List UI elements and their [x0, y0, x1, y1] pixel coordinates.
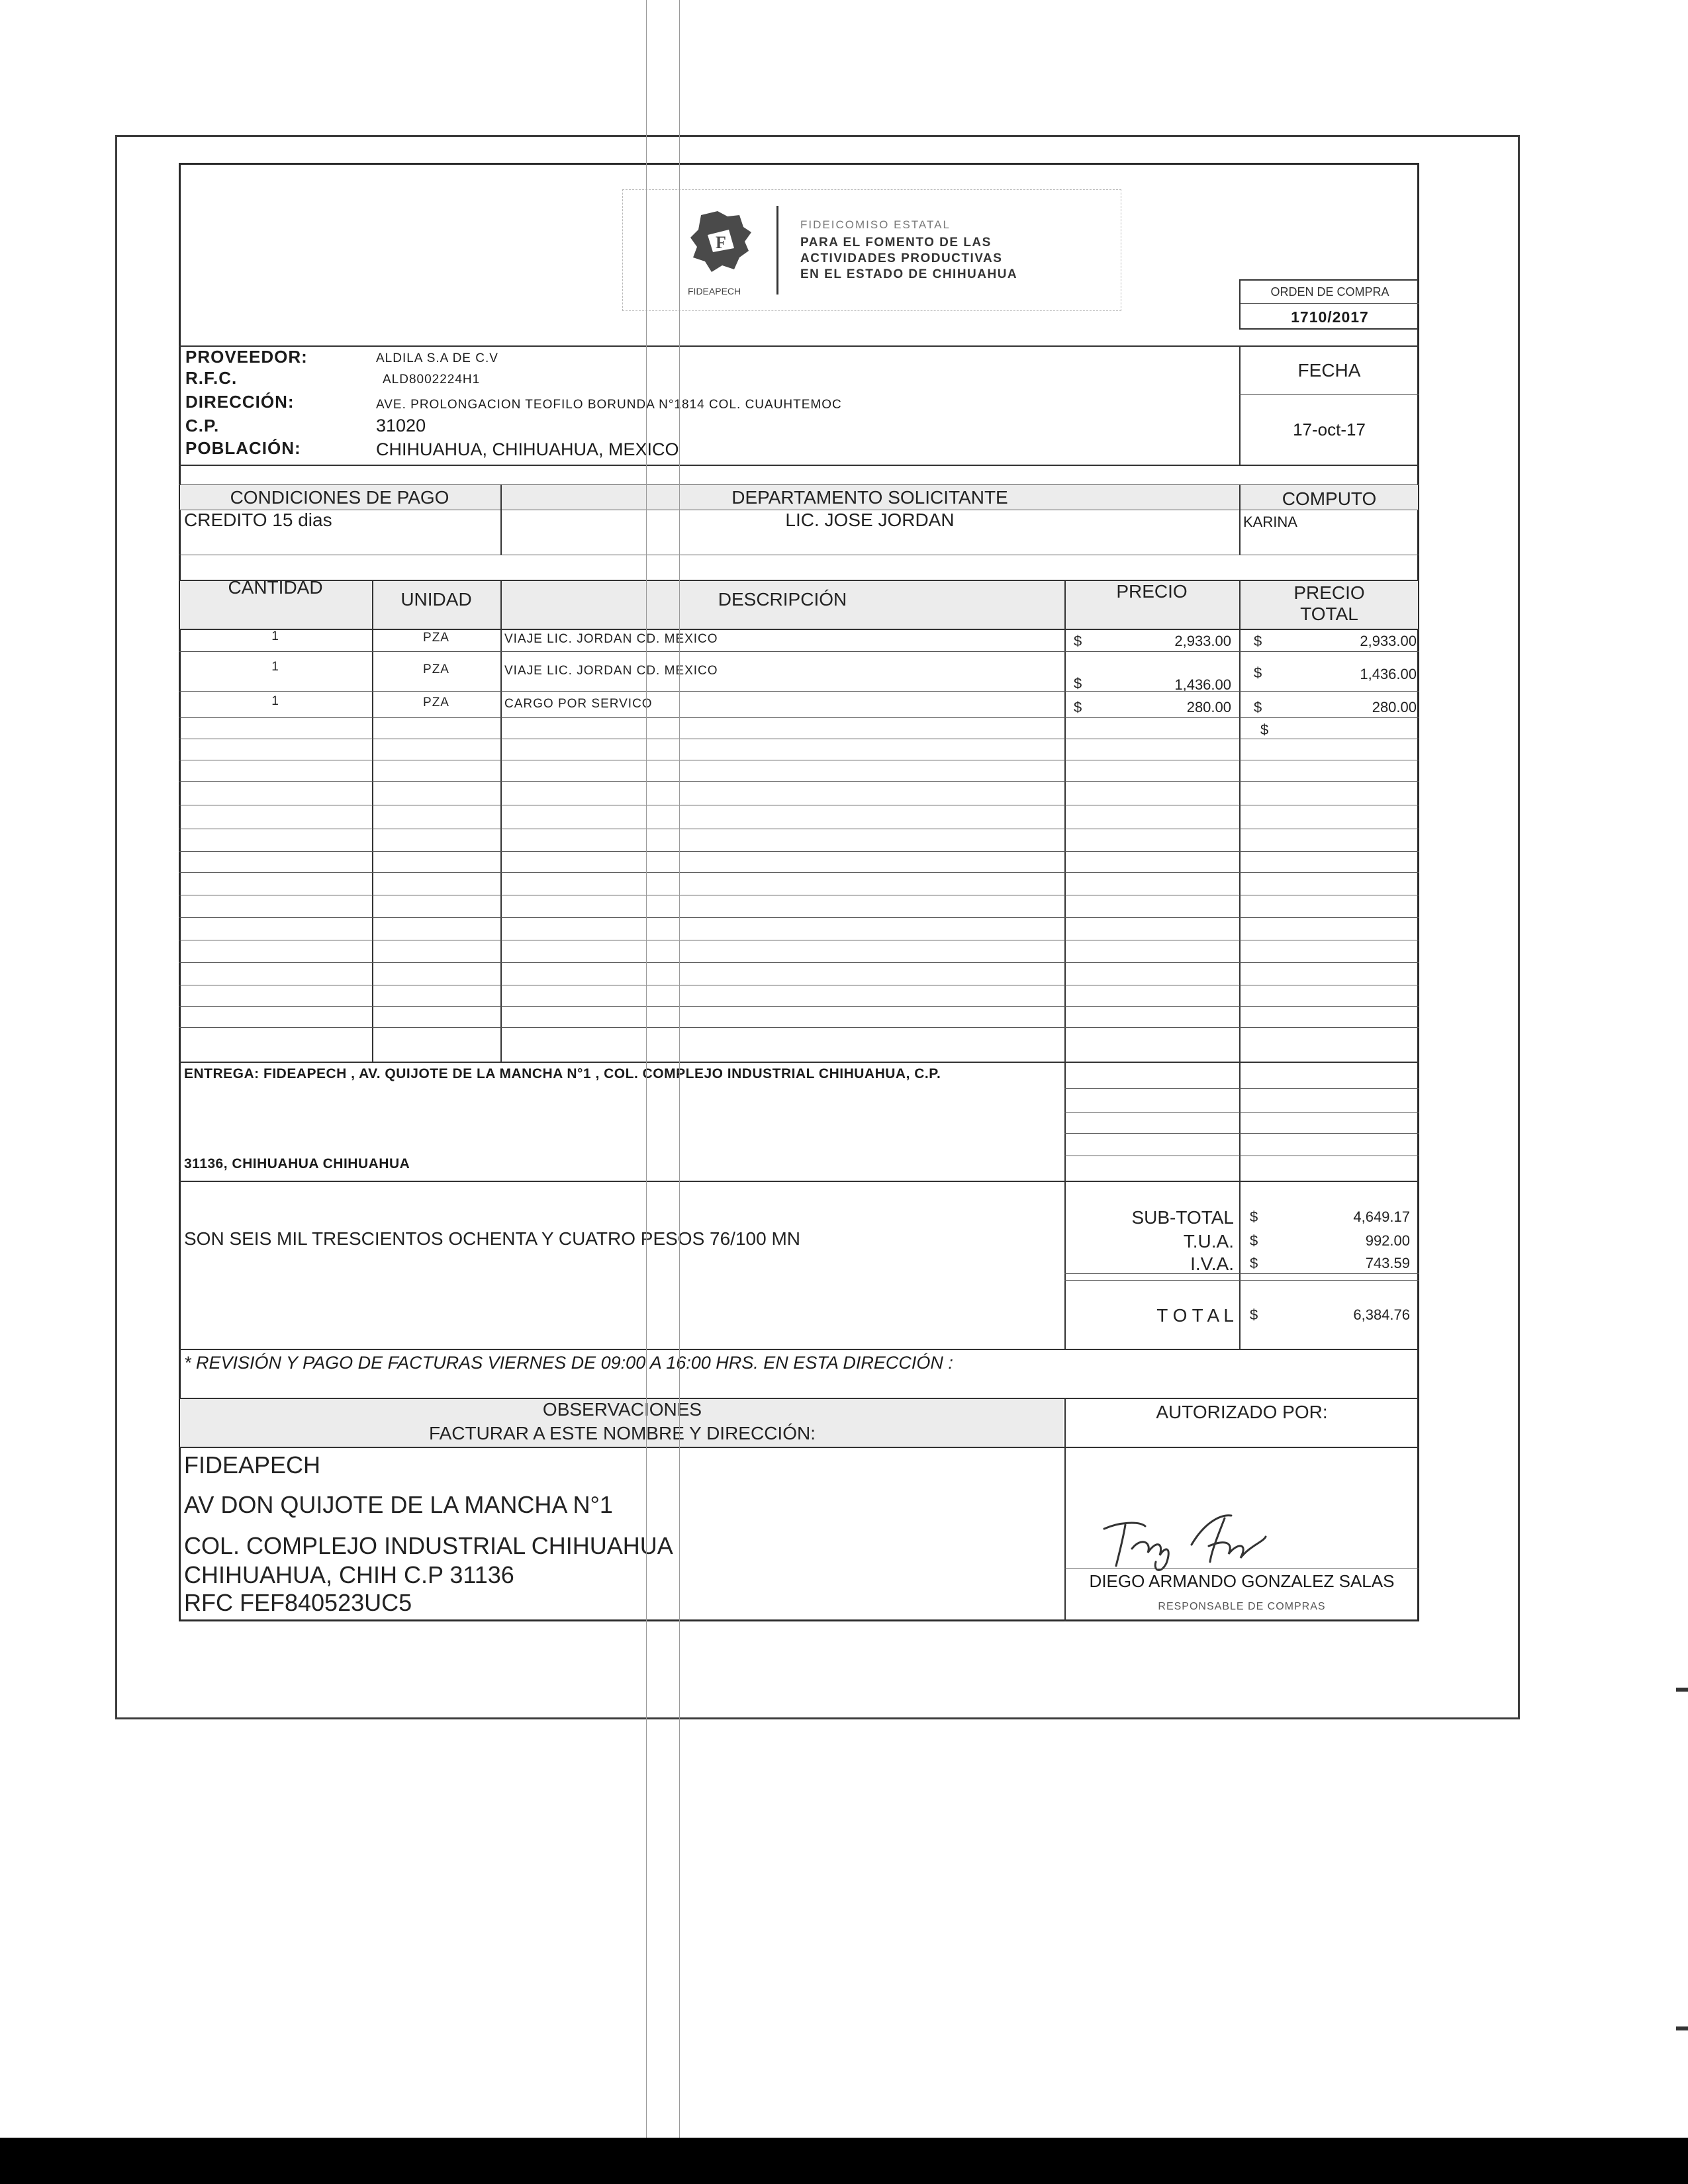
pago-label: CONDICIONES DE PAGO	[230, 487, 449, 508]
table-row-1-precio-currency: $	[1074, 633, 1082, 649]
payment-notice: * REVISIÓN Y PAGO DE FACTURAS VIERNES DE 09:00 A 16:00 HRS. EN ESTA DIRECCIÓN :	[184, 1353, 953, 1373]
cp-value: 31020	[376, 416, 426, 435]
fecha-value: 17-oct-17	[1293, 420, 1366, 439]
rfc-value: ALD8002224H1	[383, 373, 481, 387]
computo-value: KARINA	[1243, 514, 1297, 530]
table-row-3-total-currency: $	[1254, 699, 1262, 715]
table-row-2-total: 1,436.00	[1360, 666, 1417, 682]
col-precio-total-1: PRECIO	[1293, 582, 1365, 603]
amount-in-words: SON SEIS MIL TRESCIENTOS OCHENTA Y CUATRO PESOS 76/100 MN	[184, 1228, 800, 1249]
logo-caption: FIDEAPECH	[688, 286, 741, 296]
cp-label: C.P.	[185, 416, 220, 435]
svg-text:F: F	[716, 233, 726, 252]
table-row-3-total: 280.00	[1372, 699, 1417, 715]
iva-value: 743.59	[1365, 1255, 1410, 1271]
table-row-3-precio: 280.00	[1186, 699, 1231, 715]
depto-label: DEPARTAMENTO SOLICITANTE	[731, 487, 1008, 508]
table-row-1-cantidad: 1	[271, 629, 279, 643]
table-row-3-unidad: PZA	[423, 696, 449, 709]
col-div-1	[372, 580, 373, 1062]
org-title-line4: EN EL ESTADO DE CHIHUAHUA	[800, 267, 1018, 281]
authorizer-role: RESPONSABLE DE COMPRAS	[1158, 1601, 1326, 1612]
poblacion-value: CHIHUAHUA, CHIHUAHUA, MEXICO	[376, 439, 679, 459]
fideapech-logo-icon	[688, 208, 754, 275]
table-row-1-unidad: PZA	[423, 631, 449, 645]
scan-bottom-bar	[0, 2138, 1688, 2184]
col-precio: PRECIO	[1116, 581, 1188, 602]
table-row-2-cantidad: 1	[271, 660, 279, 674]
col-cantidad: CANTIDAD	[228, 577, 323, 598]
invoice-line-3: COL. COMPLEJO INDUSTRIAL CHIHUAHUA	[184, 1532, 673, 1559]
tua-label: T.U.A.	[1183, 1231, 1234, 1251]
subtotal-value: 4,649.17	[1353, 1208, 1410, 1225]
header-divider	[776, 206, 778, 295]
direccion-value: AVE. PROLONGACION TEOFILO BORUNDA N°1814 COL. CUAUHTEMOC	[376, 398, 842, 412]
tua-currency: $	[1250, 1232, 1258, 1249]
authorizer-name: DIEGO ARMANDO GONZALEZ SALAS	[1089, 1571, 1395, 1591]
table-row-2-descripcion: VIAJE LIC. JORDAN CD. MEXICO	[504, 664, 718, 678]
proveedor-value: ALDILA S.A DE C.V	[376, 351, 498, 365]
authorized-by-label: AUTORIZADO POR:	[1156, 1402, 1328, 1422]
table-row-2-total-currency: $	[1254, 664, 1262, 681]
table-row-4-total-currency: $	[1260, 721, 1269, 738]
invoice-line-2: AV DON QUIJOTE DE LA MANCHA N°1	[184, 1491, 613, 1518]
fecha-label: FECHA	[1297, 360, 1361, 381]
subtotal-label: SUB-TOTAL	[1131, 1207, 1234, 1228]
col-div-3	[1064, 580, 1066, 1349]
table-row-2-unidad: PZA	[423, 662, 449, 676]
table-row-2-precio-currency: $	[1074, 675, 1082, 692]
col-unidad: UNIDAD	[400, 589, 472, 610]
total-value: 6,384.76	[1353, 1306, 1410, 1323]
observations-label: OBSERVACIONES	[542, 1399, 702, 1420]
computo-label: COMPUTO	[1282, 488, 1377, 509]
invoice-line-4: CHIHUAHUA, CHIH C.P 31136	[184, 1561, 514, 1588]
signature	[1092, 1502, 1317, 1575]
scan-line-2	[679, 0, 680, 2138]
invoice-line-5: RFC FEF840523UC5	[184, 1589, 412, 1616]
invoice-line-1: FIDEAPECH	[184, 1451, 321, 1479]
org-title-line1: FIDEICOMISO ESTATAL	[800, 218, 951, 231]
rfc-label: R.F.C.	[185, 368, 238, 388]
tua-value: 992.00	[1365, 1232, 1410, 1249]
total-label: T O T A L	[1156, 1305, 1234, 1326]
table-row-3-precio-currency: $	[1074, 699, 1082, 715]
proveedor-label: PROVEEDOR:	[185, 347, 308, 367]
order-label: ORDEN DE COMPRA	[1270, 285, 1389, 298]
org-title-line2: PARA EL FOMENTO DE LAS	[800, 236, 992, 250]
iva-currency: $	[1250, 1255, 1258, 1271]
edge-mark-2	[1676, 2026, 1688, 2030]
pago-value: CREDITO 15 dias	[184, 510, 332, 530]
table-row-1-total: 2,933.00	[1360, 633, 1417, 649]
iva-label: I.V.A.	[1190, 1253, 1234, 1274]
total-currency: $	[1250, 1306, 1258, 1323]
col-div-2	[500, 580, 502, 1062]
table-row-2-precio: 1,436.00	[1174, 676, 1231, 693]
table-row-1-precio: 2,933.00	[1174, 633, 1231, 649]
col-precio-total-2: TOTAL	[1300, 604, 1358, 624]
delivery-line1: ENTREGA: FIDEAPECH , AV. QUIJOTE DE LA MANCHA N°1 , COL. COMPLEJO INDUSTRIAL CHIHUAHUA, C.P.	[184, 1066, 941, 1081]
delivery-line2: 31136, CHIHUAHUA CHIHUAHUA	[184, 1156, 410, 1171]
invoice-to-label: FACTURAR A ESTE NOMBRE Y DIRECCIÓN:	[429, 1423, 816, 1443]
col-div-4	[1239, 580, 1241, 1349]
table-row-1-total-currency: $	[1254, 633, 1262, 649]
scan-line-1	[646, 0, 647, 2138]
edge-mark-1	[1676, 1688, 1688, 1692]
direccion-label: DIRECCIÓN:	[185, 392, 295, 412]
depto-value: LIC. JOSE JORDAN	[785, 510, 955, 530]
org-title-line3: ACTIVIDADES PRODUCTIVAS	[800, 251, 1003, 265]
org-header	[622, 189, 1121, 311]
order-box	[1239, 279, 1418, 330]
table-row-1-descripcion: VIAJE LIC. JORDAN CD. MEXICO	[504, 632, 718, 646]
poblacion-label: POBLACIÓN:	[185, 438, 301, 458]
order-number: 1710/2017	[1291, 308, 1369, 326]
table-row-3-cantidad: 1	[271, 694, 279, 708]
col-descripcion: DESCRIPCIÓN	[718, 589, 847, 610]
table-row-3-descripcion: CARGO POR SERVICO	[504, 697, 653, 711]
subtotal-currency: $	[1250, 1208, 1258, 1225]
